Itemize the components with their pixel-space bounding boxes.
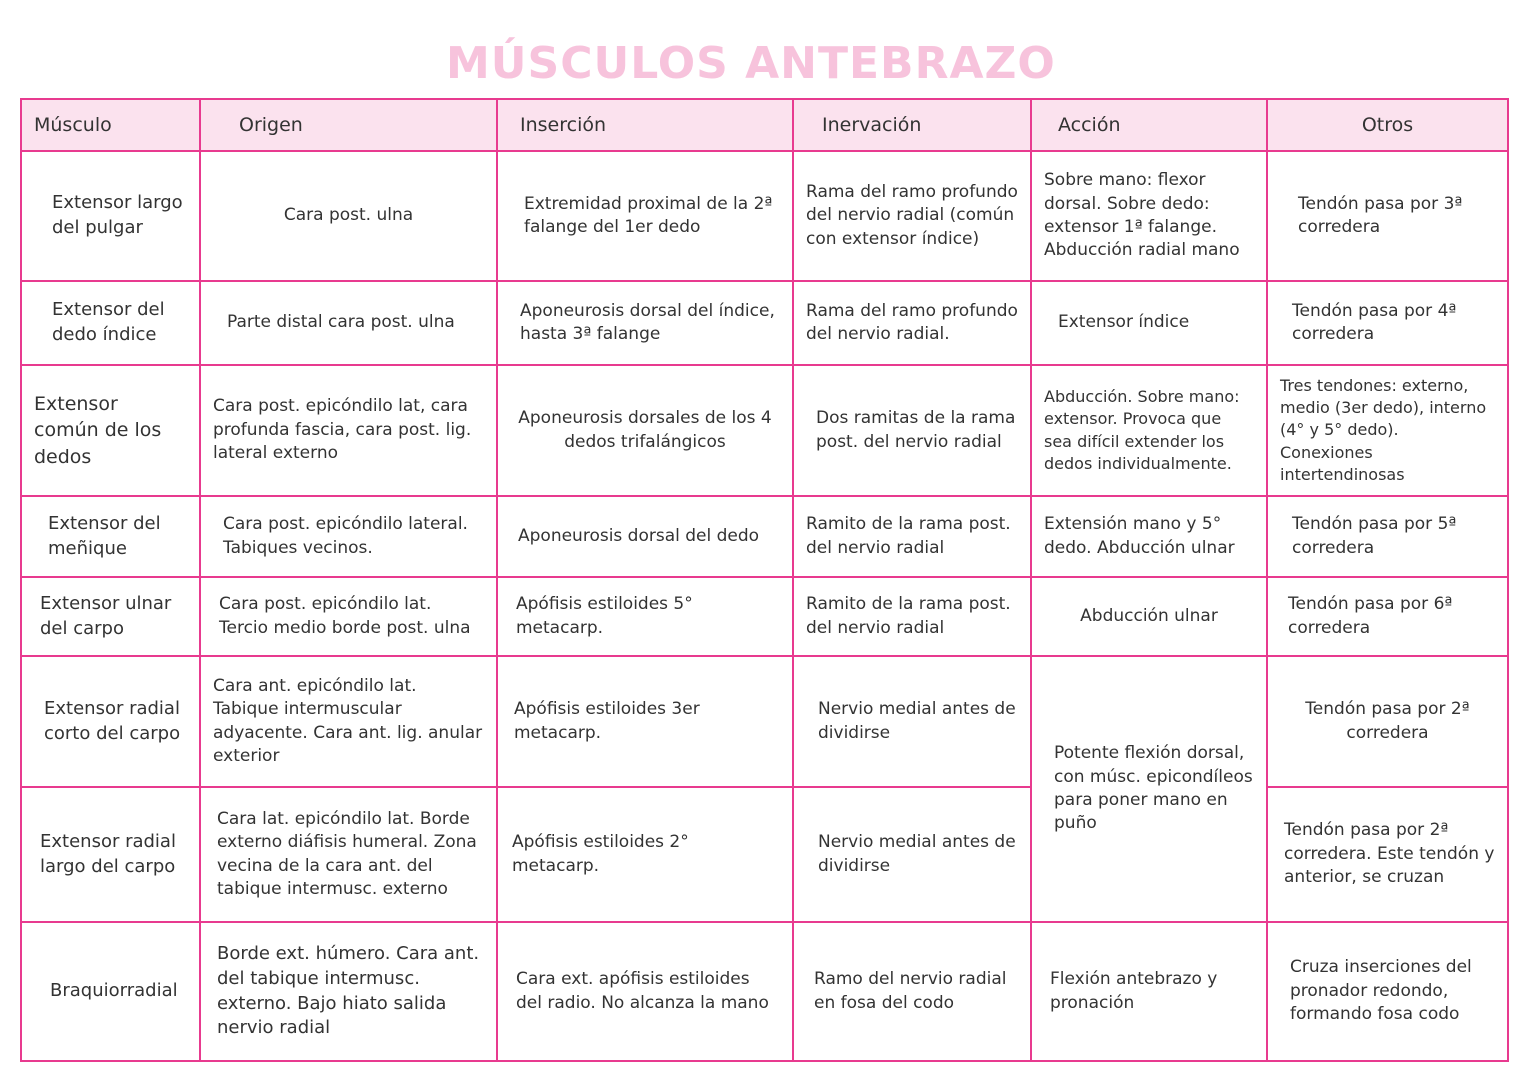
column-header-insertion: Inserción xyxy=(497,99,793,151)
cell-muscle: Extensor radial corto del carpo xyxy=(21,656,200,787)
cell-action: Abducción. Sobre mano: extensor. Provoca que sea difícil extender los dedos individualmente. xyxy=(1031,365,1267,496)
table-header-row xyxy=(21,99,1508,151)
cell-origin: Cara post. epicóndilo lat, cara profunda fascia, cara post. lig. lateral externo xyxy=(200,365,497,496)
cell-other: Tendón pasa por 2ª corredera xyxy=(1267,656,1508,787)
cell-action: Abducción ulnar xyxy=(1031,577,1267,656)
cell-insertion: Extremidad proximal de la 2ª falange del 1er dedo xyxy=(497,151,793,281)
cell-innervation: Dos ramitas de la rama post. del nervio radial xyxy=(793,365,1031,496)
cell-action: Flexión antebrazo y pronación xyxy=(1031,922,1267,1061)
cell-action: Extensión mano y 5° dedo. Abducción ulnar xyxy=(1031,496,1267,577)
muscles-table xyxy=(20,98,1509,1062)
cell-innervation: Nervio medial antes de dividirse xyxy=(793,656,1031,787)
cell-muscle: Extensor ulnar del carpo xyxy=(21,577,200,656)
cell-insertion: Aponeurosis dorsal del dedo xyxy=(497,496,793,577)
cell-muscle: Extensor largo del pulgar xyxy=(21,151,200,281)
cell-other: Tendón pasa por 2ª corredera. Este tendón y anterior, se cruzan xyxy=(1267,787,1508,922)
table-row xyxy=(21,787,1508,922)
cell-origin: Cara post. epicóndilo lat. Tercio medio borde post. ulna xyxy=(200,577,497,656)
cell-innervation: Ramito de la rama post. del nervio radial xyxy=(793,496,1031,577)
cell-innervation: Ramo del nervio radial en fosa del codo xyxy=(793,922,1031,1061)
cell-other: Cruza inserciones del pronador redondo, formando fosa codo xyxy=(1267,922,1508,1061)
column-header-action: Acción xyxy=(1031,99,1267,151)
cell-action-shared: Potente flexión dorsal, con músc. epicondíleos para poner mano en puño xyxy=(1031,656,1267,922)
cell-other: Tres tendones: externo, medio (3er dedo), interno (4° y 5° dedo). Conexiones intertendinosas xyxy=(1267,365,1508,496)
cell-muscle: Braquiorradial xyxy=(21,922,200,1061)
table-row xyxy=(21,281,1508,365)
table-row xyxy=(21,151,1508,281)
cell-origin: Cara lat. epicóndilo lat. Borde externo diáfisis humeral. Zona vecina de la cara ant. del tabique intermusc. externo xyxy=(200,787,497,922)
cell-insertion: Cara ext. apófisis estiloides del radio. No alcanza la mano xyxy=(497,922,793,1061)
cell-innervation: Ramito de la rama post. del nervio radial xyxy=(793,577,1031,656)
table-row xyxy=(21,922,1508,1061)
cell-insertion: Aponeurosis dorsal del índice, hasta 3ª falange xyxy=(497,281,793,365)
column-header-innervation: Inervación xyxy=(793,99,1031,151)
cell-muscle: Extensor del dedo índice xyxy=(21,281,200,365)
cell-muscle: Extensor común de los dedos xyxy=(21,365,200,496)
column-header-origin: Origen xyxy=(200,99,497,151)
cell-other: Tendón pasa por 4ª corredera xyxy=(1267,281,1508,365)
column-header-muscle: Músculo xyxy=(21,99,200,151)
cell-insertion: Apófisis estiloides 2° metacarp. xyxy=(497,787,793,922)
cell-innervation: Rama del ramo profundo del nervio radial. xyxy=(793,281,1031,365)
cell-muscle: Extensor del meñique xyxy=(21,496,200,577)
page-title: MÚSCULOS ANTEBRAZO xyxy=(446,38,1056,89)
cell-origin: Borde ext. húmero. Cara ant. del tabique intermusc. externo. Bajo hiato salida nervio radial xyxy=(200,922,497,1061)
cell-action: Extensor índice xyxy=(1031,281,1267,365)
cell-origin: Cara post. ulna xyxy=(200,151,497,281)
cell-other: Tendón pasa por 5ª corredera xyxy=(1267,496,1508,577)
cell-other: Tendón pasa por 3ª corredera xyxy=(1267,151,1508,281)
cell-insertion: Apófisis estiloides 3er metacarp. xyxy=(497,656,793,787)
cell-insertion: Aponeurosis dorsales de los 4 dedos trifalángicos xyxy=(497,365,793,496)
cell-innervation: Nervio medial antes de dividirse xyxy=(793,787,1031,922)
cell-other: Tendón pasa por 6ª corredera xyxy=(1267,577,1508,656)
cell-origin: Cara ant. epicóndilo lat. Tabique intermuscular adyacente. Cara ant. lig. anular exterior xyxy=(200,656,497,787)
cell-action: Sobre mano: flexor dorsal. Sobre dedo: extensor 1ª falange. Abducción radial mano xyxy=(1031,151,1267,281)
column-header-other: Otros xyxy=(1267,99,1508,151)
cell-origin: Cara post. epicóndilo lateral. Tabiques vecinos. xyxy=(200,496,497,577)
table-row xyxy=(21,577,1508,656)
cell-insertion: Apófisis estiloides 5° metacarp. xyxy=(497,577,793,656)
cell-innervation: Rama del ramo profundo del nervio radial (común con extensor índice) xyxy=(793,151,1031,281)
table-row xyxy=(21,656,1508,787)
cell-muscle: Extensor radial largo del carpo xyxy=(21,787,200,922)
table-row xyxy=(21,496,1508,577)
cell-origin: Parte distal cara post. ulna xyxy=(200,281,497,365)
table-row xyxy=(21,365,1508,496)
